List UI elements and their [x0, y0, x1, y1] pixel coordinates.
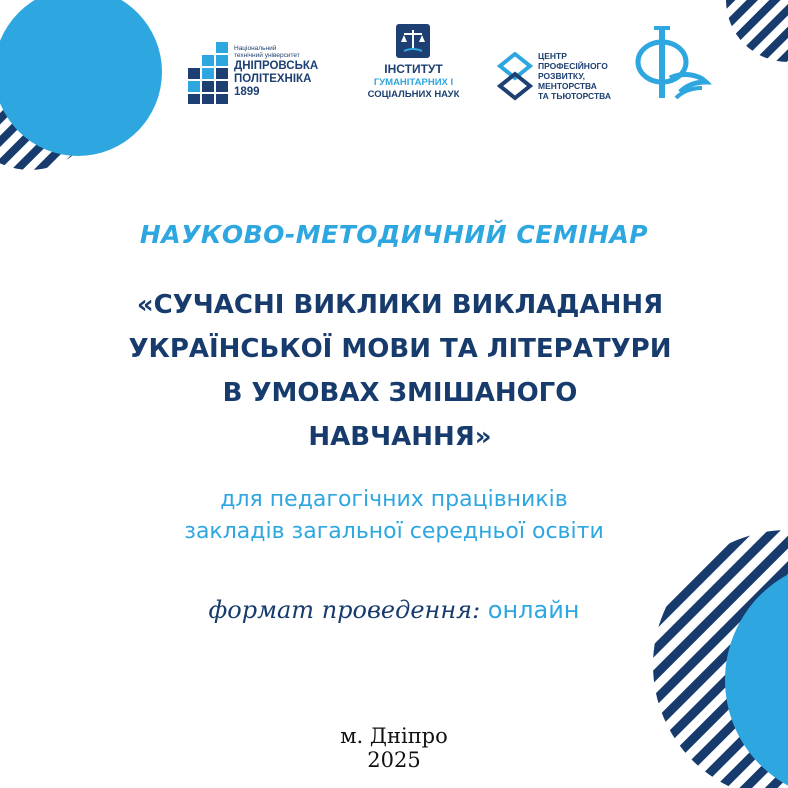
chain-link-icon [496, 52, 534, 102]
seminar-type: НАУКОВО-МЕТОДИЧНИЙ СЕМІНАР [139, 220, 649, 249]
audience-line2: закладів загальної середньої освіти [184, 519, 604, 544]
logo-center [496, 48, 626, 108]
year: 2025 [367, 748, 421, 772]
audience-line1: для педагогічних працівників [220, 487, 568, 512]
event-format [0, 596, 788, 625]
logo3-line5: ТА ТЬЮТОРСТВА [538, 91, 612, 101]
format-value: онлайн [480, 596, 580, 624]
logo1-line1: Національний [234, 45, 277, 52]
seminar-title-line4: НАВЧАННЯ» [308, 422, 492, 452]
seminar-title-line2: УКРАЇНСЬКОЇ МОВИ ТА ЛІТЕРАТУРИ [128, 334, 672, 364]
logo3-line3: РОЗВИТКУ, [538, 71, 586, 81]
logo-institute [356, 24, 471, 104]
logo3-line2: ПРОФЕСІЙНОГО [538, 61, 608, 71]
seminar-title-line1: «СУЧАСНІ ВИКЛИКИ ВИКЛАДАННЯ [136, 290, 664, 320]
scales-book-icon [396, 24, 430, 58]
blue-circle-top-left [0, 0, 162, 156]
logo1-line2: технічний університет [234, 52, 300, 59]
striped-circle-top-right [720, 0, 788, 68]
footer [0, 724, 788, 772]
logo2-line3: СОЦІАЛЬНИХ НАУК [367, 89, 460, 100]
logo3-line4: МЕНТОРСТВА [538, 81, 597, 91]
seminar-title [100, 283, 700, 459]
logo1-line4: ПОЛІТЕХНІКА [234, 73, 312, 85]
format-colon: : [472, 596, 481, 624]
logo3-line1: ЦЕНТР [538, 51, 567, 61]
logo2-line1: ІНСТИТУТ [384, 62, 443, 76]
logo2-line2: ГУМАНІТАРНИХ І [373, 77, 454, 88]
audience [0, 484, 788, 548]
format-label: формат проведення [208, 596, 473, 624]
logo-dnipro-polytechnic [186, 40, 336, 106]
logo1-line3: ДНІПРОВСЬКА [234, 60, 319, 72]
stacked-squares-icon [186, 42, 230, 104]
logo1-line5: 1899 [234, 86, 260, 98]
city: м. Дніпро [340, 724, 448, 748]
seminar-title-line3: В УМОВАХ ЗМІШАНОГО [222, 378, 578, 408]
phi-monogram-icon [632, 22, 712, 102]
